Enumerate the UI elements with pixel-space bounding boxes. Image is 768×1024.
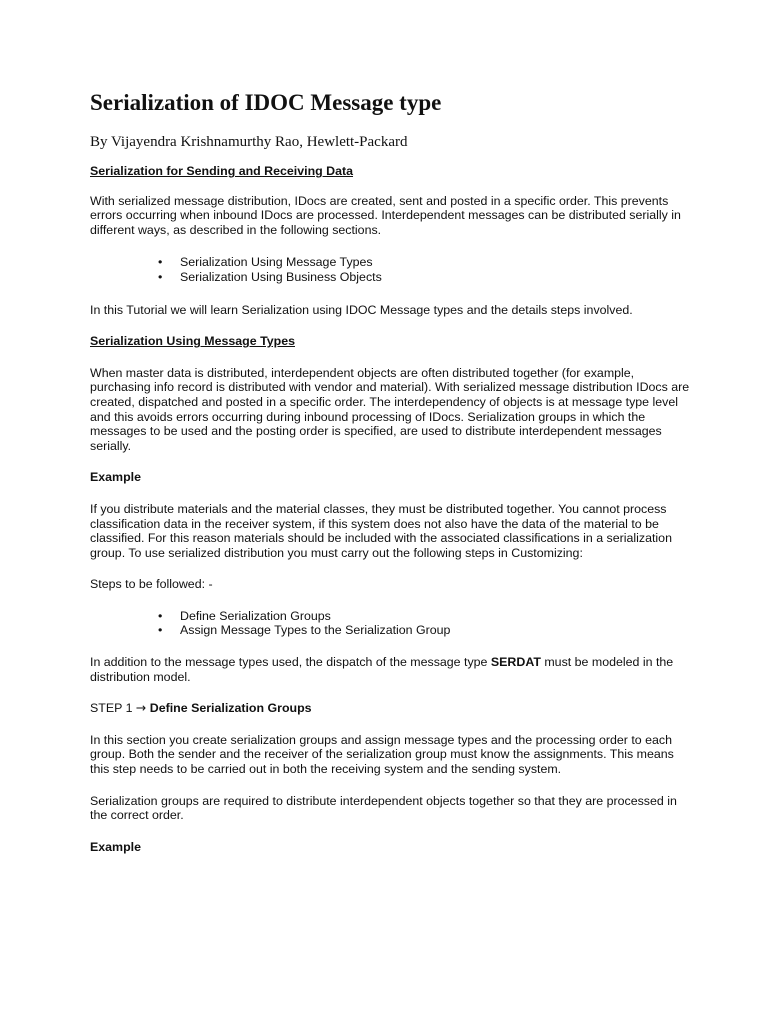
list-item [90,255,690,270]
document-title: Serialization of IDOC Message type [90,90,442,115]
paragraph-serialized-distribution: With serialized message distribution, IDocs are created, sent and posted in a specific order. This prevents errors occurring when inbound IDocs are processed. Interdependent messages can be distributed serially in different ways, as described in the following sections. [90,193,681,237]
list-item [90,623,690,638]
paragraph-step1: In this section you create serialization groups and assign message types and the processing order to each group. Both the sender and the receiver of the serialization group must know the assignments. This means this step needs to be carried out in both the receiving system and the sending system. [90,732,674,777]
list-item-label: Serialization Using Message Types [180,255,373,270]
bullet-icon: • [158,608,163,623]
author-byline: By Vijayendra Krishnamurthy Rao, Hewlett-Packard [90,134,408,150]
document-content [90,88,690,854]
step1-heading [90,701,690,716]
section-heading-sending-receiving: Serialization for Sending and Receiving Data [90,164,354,178]
paragraph-example-materials: If you distribute materials and the material classes, they must be distributed together. You cannot process classification data in the receiver system, if this system does not also have the data of the material to be classified. For this reason materials should be included with the associated classifications in a serialization group. To use serialized distribution you must carry out the following steps in Customizing: [90,501,672,560]
bullet-icon: • [158,269,163,284]
list-item [90,270,690,285]
example-heading: Example [90,839,141,854]
serdat-text-after: must be modeled in the distribution model. [90,655,674,684]
bullet-list-steps [90,609,690,638]
paragraph-tutorial: In this Tutorial we will learn Serialization using IDOC Message types and the details steps involved. [90,302,633,317]
serdat-text-before: In addition to the message types used, the dispatch of the message type [90,655,491,670]
serdat-keyword: SERDAT [490,655,541,670]
paragraph-master-data: When master data is distributed, interdependent objects are often distributed together (for example, purchasing info record is distributed with vendor and material). With serialized message distribution IDocs are created, dispatched and posted in a specific order. The interdependency of objects is at message type level and this avoids errors occurring during inbound processing of IDocs. Serialization groups in which the messages to be used and the posting order is specified, are used to distribute interdependent messages serially. [90,365,690,453]
list-item [90,609,690,624]
bullet-icon: • [158,255,163,270]
section-heading-message-types: Serialization Using Message Types [90,334,295,349]
list-item-label: Define Serialization Groups [180,608,331,623]
paragraph-serdat [90,655,690,684]
paragraph-serialization-groups: Serialization groups are required to distribute interdependent objects together so that they are processed in the correct order. [90,793,677,823]
list-item-label: Assign Message Types to the Serialization Group [180,623,451,638]
step1-label: Define Serialization Groups [149,701,312,716]
paragraph-steps-intro: Steps to be followed: - [90,577,213,592]
step1-prefix: STEP 1 [90,701,136,716]
list-item-label: Serialization Using Business Objects [180,269,382,284]
bullet-list-serialization-types [90,255,690,284]
arrow-right-icon: → [135,700,147,716]
example-heading: Example [90,470,141,485]
bullet-icon: • [158,623,163,638]
